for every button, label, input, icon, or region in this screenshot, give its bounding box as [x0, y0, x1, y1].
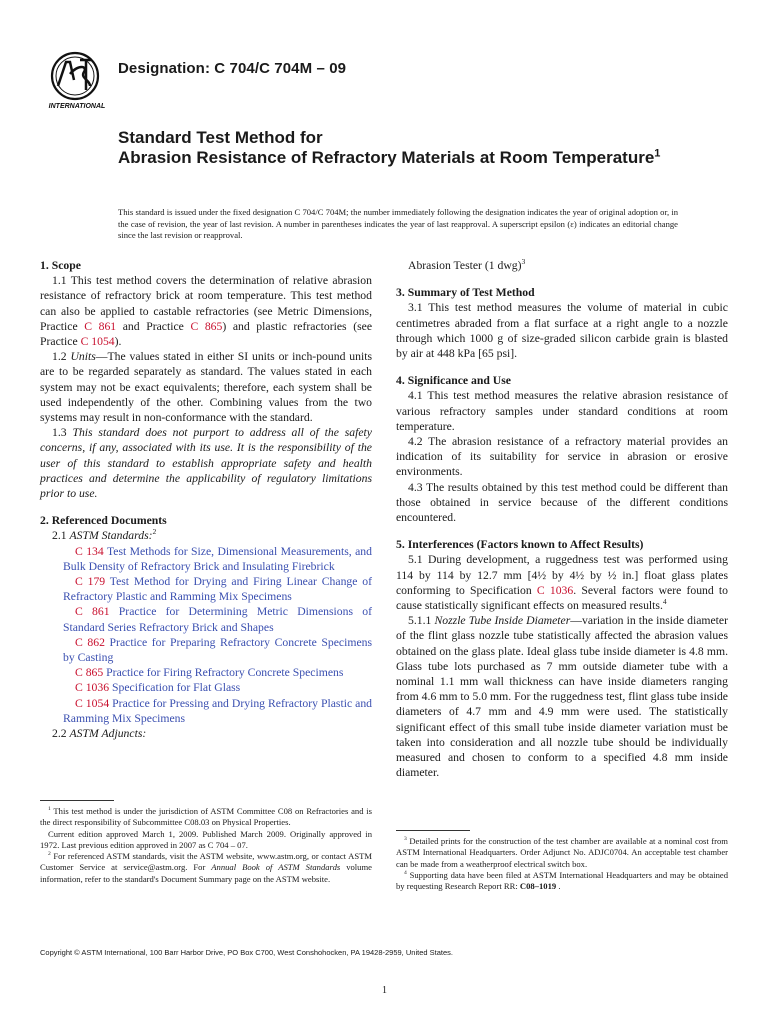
- standard-item[interactable]: C 1036 Specification for Flat Glass: [75, 681, 241, 695]
- section-heading-scope: 1. Scope: [40, 259, 81, 272]
- copyright-notice: Copyright © ASTM International, 100 Barr Harbor Drive, PO Box C700, West Conshohocken, PA 19428-2959, United States.: [40, 948, 453, 957]
- paragraph-1-3: 1.3 This standard does not purport to address all of the safety concerns, if any, associated with its use. It is the responsibility of the user of this standard to establish appropriate safety and health practices and determine the applicability of regulatory limitations prior to use.: [40, 426, 372, 501]
- footnote-3: $^3$ Detailed prints for the construction of the test chamber are available at a nominal cost from ASTM International Headquarters. Order Adjunct No. ADJC0704. An acceptable test chamber can be made from a weatherproof electrical switch box.: [396, 836, 728, 869]
- paragraph-5-1: 5.1 During development, a ruggedness test was performed using 114 by 114 by 12.7 mm [4½ by 4½ by ½ in.] float glass plates conforming to Specification C 1036. Several factors were found to cause statistically significant effects on measured results.$^4$: [396, 553, 729, 613]
- section-heading-referenced-documents: 2. Referenced Documents: [40, 514, 167, 528]
- paragraph-2-2: 2.2 ASTM Adjuncts:: [52, 727, 147, 741]
- paragraph-2-1: 2.1 ASTM Standards:$^2$: [52, 527, 157, 543]
- left-column: [40, 258, 372, 741]
- left-footnotes: [40, 800, 372, 885]
- designation: Designation: C 704/C 704M – 09: [118, 60, 347, 77]
- standard-item[interactable]: C 179 Test Method for Drying and Firing Linear Change of Refractory Plastic and Ramming Mix Specimens: [63, 575, 372, 604]
- page-title: Abrasion Resistance of Refractory Materials at Room Temperature: [118, 148, 655, 167]
- footnote-divider: [40, 800, 114, 801]
- paragraph-3-1: 3.1 This test method measures the volume of material in cubic centimetres abraded from a flat surface at a right angle to a nozzle through which 1000 g of size-graded silicon carbide grain is blasted by air at 448 kPa [65 psi].: [396, 301, 728, 361]
- ref-link-c1036[interactable]: C 1036: [536, 583, 574, 597]
- paragraph-1-1: 1.1 This test method covers the determination of relative abrasion resistance of refractory brick at room temperature. This test method can also be applied to castable refractories (see Metric Dimensions, Practice C 861 and Practice C 865) and plastic refractories (see Practice C 1054).: [40, 274, 373, 349]
- page-title-line2: [118, 148, 718, 168]
- right-column: [396, 258, 728, 781]
- standards-list: [40, 544, 372, 726]
- footnote-divider: [396, 830, 470, 831]
- paragraph-4-3: 4.3 The results obtained by this test method could be different than those obtained in service because of the different conditions encountered.: [396, 480, 728, 525]
- page-title-line1: Standard Test Method for: [118, 128, 323, 147]
- footnote-1: $^1$ This test method is under the jurisdiction of ASTM Committee C08 on Refractories and is the direct responsibility of Subcommittee C08.03 on Physical Properties.: [40, 806, 372, 828]
- paragraph-4-1: 4.1 This test method measures the relative abrasion resistance of various refractory samples under standard conditions at room temperature.: [396, 389, 728, 433]
- standard-item[interactable]: C 862 Practice for Preparing Refractory Concrete Specimens by Casting: [63, 635, 373, 665]
- standard-item[interactable]: C 865 Practice for Firing Refractory Concrete Specimens: [75, 666, 344, 680]
- astm-logo: [44, 50, 110, 112]
- right-footnotes: [396, 830, 728, 892]
- standard-item[interactable]: C 861 Practice for Determining Metric Dimensions of Standard Series Refractory Brick and Shapes: [63, 605, 373, 634]
- paragraph-4-2: 4.2 The abrasion resistance of a refractory material provides an indication of its suitability for service in abrasion or erosive environments.: [396, 435, 728, 479]
- standard-item[interactable]: C 134 Test Methods for Size, Dimensional Measurements, and Bulk Density of Refractory Brick and Insulating Firebrick: [63, 544, 372, 573]
- ref-link-c1054[interactable]: C 1054: [80, 335, 115, 349]
- page-number: 1: [382, 985, 387, 996]
- ref-link-c865[interactable]: C 865: [190, 319, 223, 333]
- footnote-1-edition: Current edition approved March 1, 2009. Published March 2009. Originally approved in 1972. Last previous edition approved in 2007 as C 704 – 07.: [40, 828, 372, 850]
- footnote-4: $^4$ Supporting data have been filed at ASTM International Headquarters and may be obtained by requesting Research Report RR: C08–1019 .: [396, 869, 728, 892]
- section-heading-significance: 4. Significance and Use: [396, 374, 511, 388]
- adjunct-line: Abrasion Tester (1 dwg)$^3$: [408, 257, 526, 272]
- footnote-2: $^2$ For referenced ASTM standards, visit the ASTM website, www.astm.org, or contact ASTM Customer Service at service@astm.org. For Annual Book of ASTM Standards volume information, refer to the standard's Document Summary page on the ASTM website.: [40, 851, 372, 884]
- section-heading-summary: 3. Summary of Test Method: [396, 286, 535, 300]
- svg-text:INTERNATIONAL: INTERNATIONAL: [48, 103, 106, 110]
- title-footnote-mark: 1: [654, 147, 661, 160]
- section-heading-interferences: 5. Interferences (Factors known to Affect Results): [396, 538, 644, 552]
- standard-item[interactable]: C 1054 Practice for Pressing and Drying Refractory Plastic and Ramming Mix Specimens: [63, 696, 373, 725]
- paragraph-5-1-1: 5.1.1 Nozzle Tube Inside Diameter—variation in the inside diameter of the flint glass nozzle tube statistically affected the abrasion values obtained on the glass plate. Ideal glass tube inside diameter is 4.8 mm. Glass tube lots purchased as 7 mm outside diameter tube with a nominal 1.1 mm wall thickness can have inside diameters ranging from 4.6 mm to 5.0 mm. For the ruggedness test, flint glass tube inside diameters of 4.7 mm and 4.9 mm were used. The statistically significant effect of this small tube inside diameter variation must be taken into consideration and all nozzle tube should be individually measured and chosen to conform to a specified 4.8 mm inside diameter.: [396, 614, 728, 780]
- ref-link-c861[interactable]: C 861: [84, 319, 117, 333]
- paragraph-1-2: 1.2 Units—The values stated in either SI units or inch-pound units are to be regarded separately as standard. The values stated in each system may not be exact equivalents; therefore, each system shall be used independently of the other. Combining values from the two systems may result in non-conformance with the standard.: [40, 350, 372, 425]
- standard-notice: This standard is issued under the fixed designation C 704/C 704M; the number immediately following the designation indicates the year of original adoption or, in the case of revision, the year of last revision. A number in parentheses indicates the year of last reapproval. A superscript epsilon (ε) indicates an editorial change since the last revision or reapproval.: [118, 207, 678, 240]
